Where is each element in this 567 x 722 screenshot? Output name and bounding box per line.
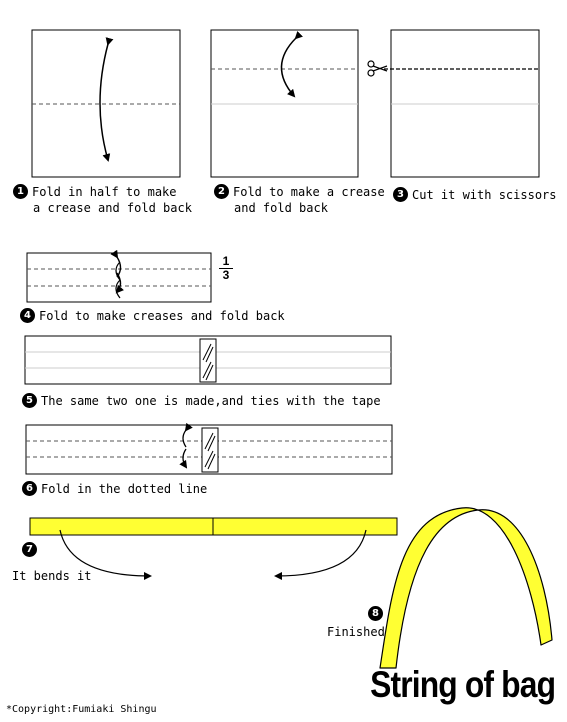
step8-caption: Finished	[327, 625, 385, 639]
step5-caption: 5 The same two one is made,and ties with the tape	[22, 393, 381, 409]
step-number-badge: 8	[368, 606, 383, 621]
step1-caption: 1 Fold in half to make a crease and fold back	[13, 184, 192, 216]
step1-square	[32, 30, 180, 177]
step2-square	[211, 30, 358, 177]
step3-caption: 3 Cut it with scissors	[393, 187, 557, 203]
copyright-text: *Copyright:Fumiaki Shingu	[6, 704, 157, 715]
step4-strip	[27, 253, 211, 302]
step-number-badge: 1	[13, 184, 28, 199]
step-number-badge: 5	[22, 393, 37, 408]
step5-strip	[25, 336, 391, 384]
step7-badge	[22, 542, 41, 558]
step-number-badge: 7	[22, 542, 37, 557]
step4-caption: 4 Fold to make creases and fold back	[20, 308, 285, 324]
page-title: String of bag	[369, 664, 555, 705]
step8-badge	[368, 606, 387, 622]
step6-caption: 6 Fold in the dotted line	[22, 481, 207, 497]
finished-handle	[380, 508, 552, 668]
step-number-badge: 3	[393, 187, 408, 202]
step2-caption: 2 Fold to make a crease and fold back	[214, 184, 385, 216]
step-number-badge: 4	[20, 308, 35, 323]
step7-caption: It bends it	[12, 569, 92, 583]
step-number-badge: 2	[214, 184, 229, 199]
fraction-label: $\frac{1}{3}$	[219, 255, 233, 282]
step6-strip	[26, 425, 392, 474]
step-number-badge: 6	[22, 481, 37, 496]
step3-square	[384, 30, 539, 177]
